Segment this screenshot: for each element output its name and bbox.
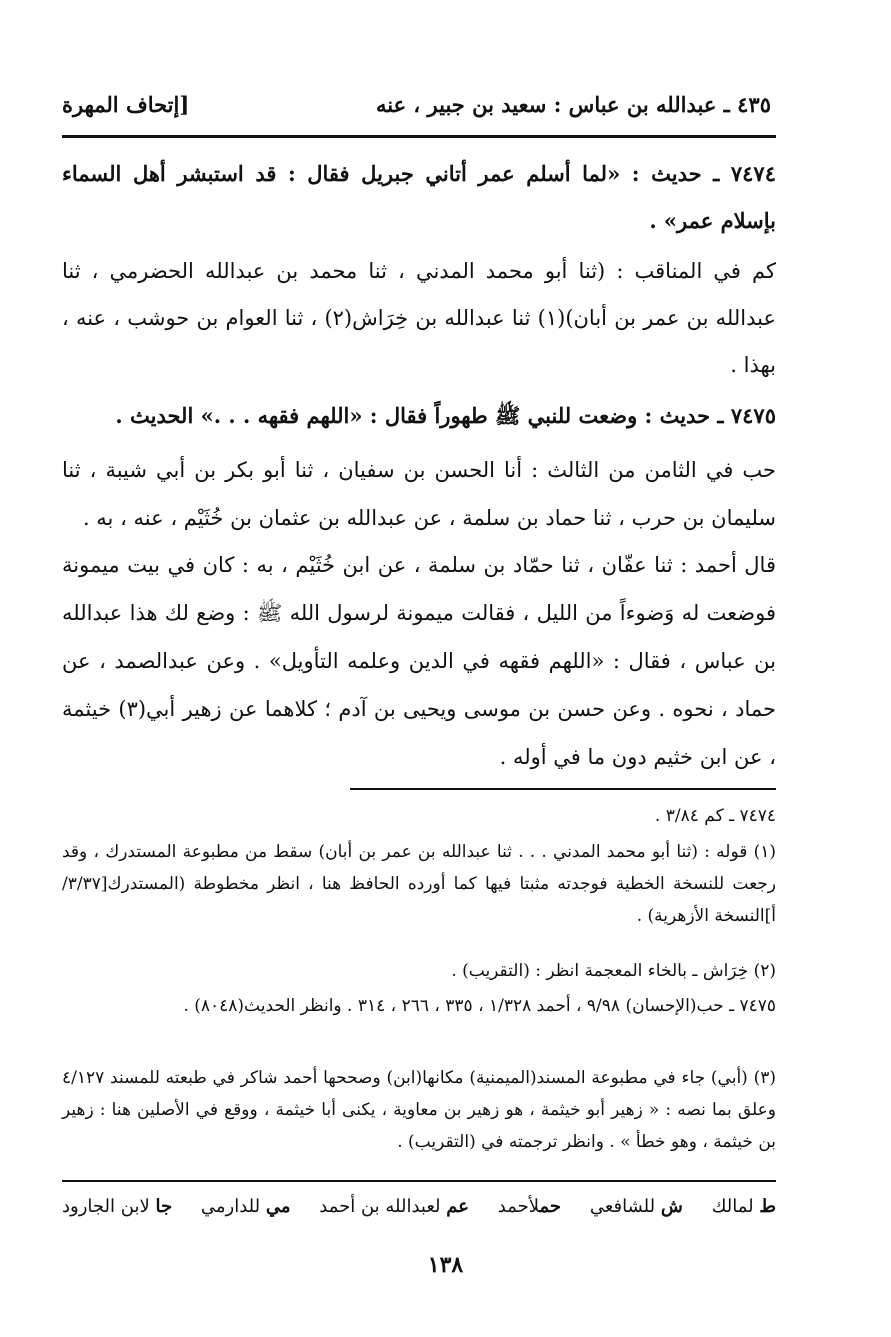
abbreviation-key <box>62 1196 776 1217</box>
footnote-1: (١) قوله : (ثنا أبو محمد المدني . . . ثنا عبدالله بن عمر بن أبان) سقط من مطبوعة المستدرك ، وقد رجعت للنسخة الخطية فوجدته مثبتا فيها كما أورده الحافظ هنا ، انظر مخطوطة (المستدرك[٣/٣٧/أ]النسخة الأزهرية) . <box>62 842 776 926</box>
code-item: ش للشافعي <box>589 1196 683 1217</box>
code-item: جا لابن الجارود <box>62 1196 173 1217</box>
code-item: عم لعبدالله بن أحمد <box>319 1196 469 1217</box>
code-item: مي للدارمي <box>200 1196 291 1217</box>
code-item: حملأحمد <box>497 1196 562 1217</box>
hadith-7474-text: كم في المناقب : (ثنا أبو محمد المدني ، ثنا محمد بن عبدالله الحضرمي ، ثنا عبدالله بن عمر بن أبان)(١) ثنا عبدالله بن خِرَاش(٢) ، ثنا العوام بن حوشب ، عنه ، بهذا . <box>62 259 777 377</box>
hadith-7475-text2: قال أحمد : ثنا عفّان ، ثنا حمّاد بن سلمة ، عن ابن خُثَيْم ، به : كان في بيت ميمونة فوضعت له وَضوءاً من الليل ، فقالت ميمونة لرسول الله ﷺ : وضع لك هذا عبدالله بن عباس ، فقال : «اللهم فقهه في الدين وعلمه التأويل» . وعن عبدالصمد ، عن حماد ، نحوه . وعن حسن بن موسى ويحيى بن آدم ؛ كلاهما عن زهير أبي(٣) خيثمة ، عن ابن خثيم دون ما في أوله . <box>62 553 776 769</box>
hadith-7475-title: ٧٤٧٥ ـ حديث : وضعت للنبي ﷺ طهوراً فقال : «اللهم فقهه . . .» الحديث . <box>115 403 776 428</box>
page-number: ١٣٨ <box>427 1252 464 1278</box>
running-header <box>62 84 771 124</box>
header-rule <box>62 135 776 138</box>
hadith-7474-title: ٧٤٧٤ ـ حديث : «لما أسلم عمر أتاني جبريل فقال : قد استبشر أهل السماء بإسلام عمر» . <box>62 161 776 233</box>
hadith-7475-text1: حب في الثامن من الثالث : أنا الحسن بن سفيان ، ثنا أبو بكر بن أبي شيبة ، ثنا سليمان بن حرب ، ثنا حماد بن سلمة ، عن عبدالله بن عثمان بن خُثَيْم ، عنه ، به . <box>62 458 776 530</box>
footnote-source-7475: ٧٤٧٥ ـ حب(الإحسان) ٩/٩٨ ، أحمد ١/٣٢٨ ، ٣٣٥ ، ٢٦٦ ، ٣١٤ . وانظر الحديث(٨٠٤٨) . <box>183 996 776 1016</box>
code-item: ط لمالك <box>711 1196 776 1217</box>
header-book: [إتحاف المهرة <box>62 91 190 117</box>
footnote-rule <box>350 788 776 790</box>
footnote-2: (٢) خِرَاش ـ بالخاء المعجمة انظر : (التقريب) . <box>451 961 776 981</box>
footnote-source-7474: ٧٤٧٤ ـ كم ٣/٨٤ . <box>654 806 776 826</box>
footnote-3: (٣) (أبي) جاء في مطبوعة المسند(الميمنية) مكانها(ابن) وصححها أحمد شاكر في طبعته للمسند ٤/١٢٧ وعلق بما نصه : « زهير أبو خيثمة ، هو زهير بن معاوية ، يكنى أبا خيثمة ، ووقع في الأصلين هنا : زهير بن خيثمة ، وهو خطأ » . وانظر ترجمته في (التقريب) . <box>62 1068 776 1152</box>
header-chapter: ٤٣٥ ـ عبدالله بن عباس : سعيد بن جبير ، عنه <box>376 91 771 117</box>
codes-rule <box>62 1180 776 1182</box>
